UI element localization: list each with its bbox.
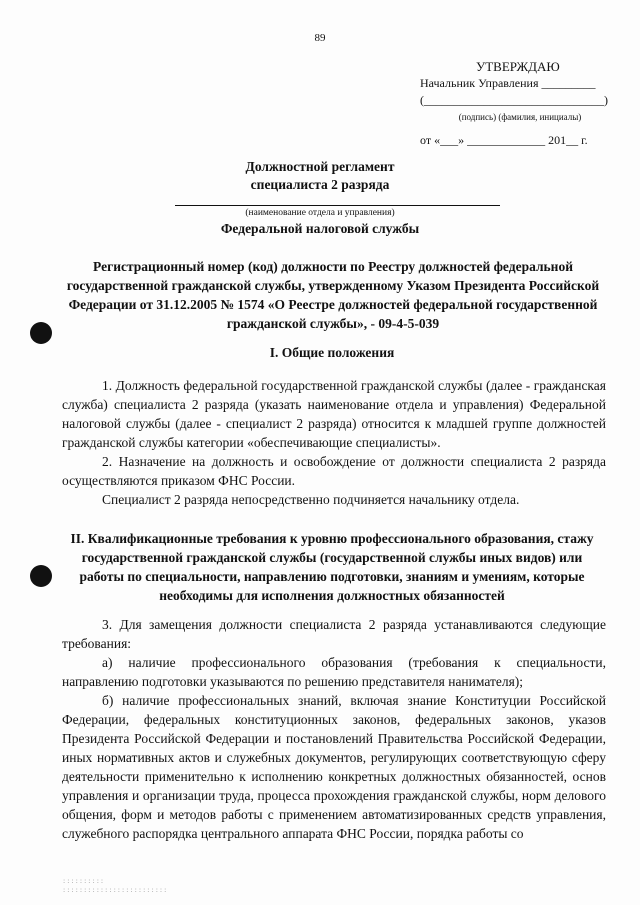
approval-signature-note: (подпись) (фамилия, инициалы) xyxy=(458,112,582,122)
doc-title-line2: специалиста 2 разряда xyxy=(250,177,390,192)
section1-body xyxy=(62,376,606,509)
section2-paragraph-b: б) наличие профессиональных знаний, включая знание Конституции Российской Федерации, федеральных конституционных законов, федеральных законов, указов Президента Российской Федерации и постановлений Правительства Российской Федерации, иных нормативных актов и служебных документов, регулирующих соответствующую сферу деятельности применительно к исполнению конкретных должностных обязанностей, основ управления и организации труда, процесса прохождения гражданской службы, норм делового общения, форм и методов работы с применением автоматизированных средств управления, служебного распорядка центрального аппарата ФНС России, порядка работы со xyxy=(62,693,606,841)
section2-heading: II. Квалификационные требования к уровню профессионального образования, стажу государственной гражданской службы (государственной службы иных видов) или работы по специальности, направлению подготовки, знаниям и умениям, которые необходимы для исполнения должностных обязанностей xyxy=(70,531,594,603)
section1-paragraph-2: 2. Назначение на должность и освобождение от должности специалиста 2 разряда осуществляются приказом ФНС России. xyxy=(62,454,606,488)
registry-number: Регистрационный номер (код) должности по Реестру должностей федеральной государственной гражданской службы, утвержденному Указом Президента Российской Федерации от 31.12.2005 № 1574 «О Реестре должностей федеральной государственной гражданской службы», - 09-4-5-039 xyxy=(66,259,600,331)
section1-heading: I. Общие положения xyxy=(269,345,395,360)
approval-heading: УТВЕРЖДАЮ xyxy=(476,59,560,74)
approval-block xyxy=(420,58,610,149)
section2-body xyxy=(62,615,606,843)
punch-hole-icon xyxy=(30,322,52,344)
dept-underline xyxy=(175,205,500,206)
doc-title xyxy=(60,158,580,194)
section2-paragraph-a: а) наличие профессионального образования (требования к специальности, направлению подготовки указываются по решению представителя нанимателя); xyxy=(62,655,606,689)
scan-watermark: :::::::::: ::::::::::::::::::::::::: xyxy=(62,877,168,894)
section1-paragraph-3: Специалист 2 разряда непосредственно подчиняется начальнику отдела. xyxy=(102,492,520,507)
section1-paragraph-1: 1. Должность федеральной государственной гражданской службы (далее - гражданская служба) специалиста 2 разряда (указать наименование отдела и управления) Федеральной налоговой службы (далее - специалист 2 разряда) относится к младшей группе должностей гражданской службы категории «обеспечивающие специалисты». xyxy=(62,378,606,450)
page-number: 89 xyxy=(314,32,326,44)
service-name: Федеральной налоговой службы xyxy=(220,221,420,236)
dept-note: (наименование отдела и управления) xyxy=(245,208,395,218)
section2-paragraph-3: 3. Для замещения должности специалиста 2 разряда устанавливаются следующие требования: xyxy=(62,617,606,651)
doc-title-line1: Должностной регламент xyxy=(245,159,395,174)
approval-signature-line: (______________________________) xyxy=(420,93,608,107)
approval-date: от «___» _____________ 201__ г. xyxy=(420,133,588,147)
approval-position: Начальник Управления _________ xyxy=(420,76,596,90)
punch-hole-icon xyxy=(30,565,52,587)
